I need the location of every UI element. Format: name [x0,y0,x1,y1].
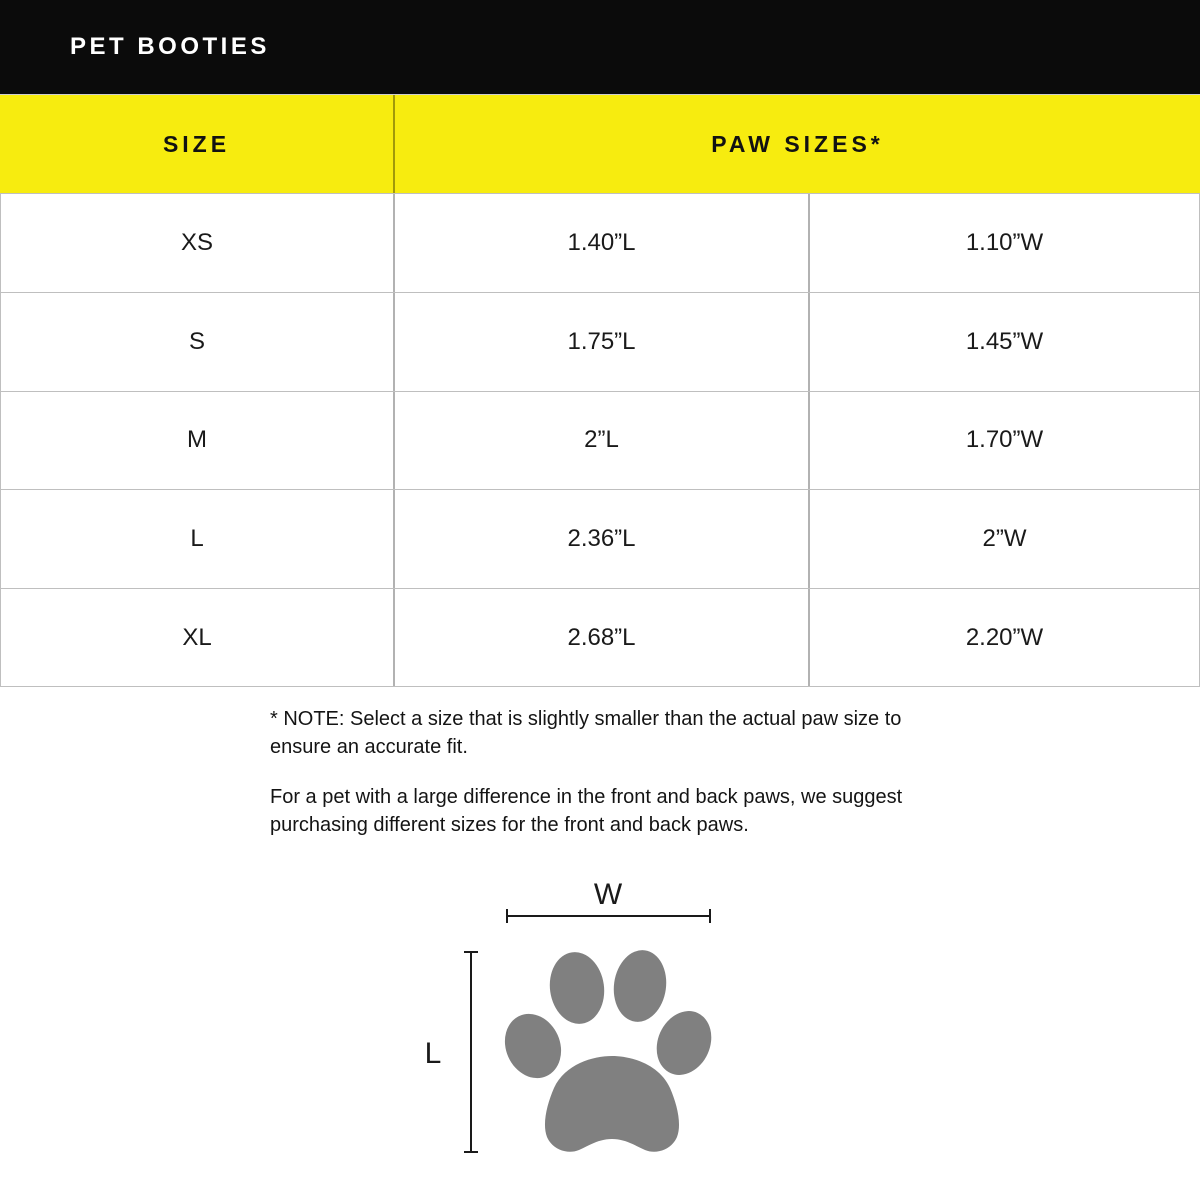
paw-print-icon [495,947,721,1152]
note-fit: * NOTE: Select a size that is slightly smaller than the actual paw size to ensure an accurate fit. [270,708,902,758]
paw-width-cell: 1.10”W [808,194,1199,292]
paw-length-cell: 2”L [393,392,808,490]
brand-header [0,0,1200,94]
paw-sizes-column-header: PAW SIZES* [393,95,1200,193]
table-row-xs [1,193,1199,292]
size-cell: XL [182,623,212,651]
chart-title: PET BOOTIES [70,33,270,60]
width-measure-label: W [593,878,623,911]
size-cell: L [190,525,204,553]
length-measure-label: L [424,1037,442,1070]
size-column-header: SIZE [162,130,231,157]
notes-section [270,705,926,839]
length-measure-line [464,952,478,1152]
paw-width-cell: 2”W [808,490,1199,588]
paw-width-cell: 2.20”W [808,589,1199,686]
paw-length-cell: 2.68”L [393,589,808,686]
note-front-back-difference: For a pet with a large difference in the front and back paws, we suggest purchasing different sizes for the front and back paws. [270,786,903,836]
paw-measurement-diagram [400,850,780,1200]
width-measure-line [507,909,710,923]
table-row-l [1,489,1199,588]
paw-length-cell: 1.75”L [393,293,808,391]
paw-length-cell: 2.36”L [393,490,808,588]
paw-length-cell: 1.40”L [393,194,808,292]
paw-width-cell: 1.45”W [808,293,1199,391]
table-header-row [0,94,1200,193]
paw-width-cell: 1.70”W [808,392,1199,490]
size-cell: M [187,426,207,454]
table-row-xl [1,588,1199,687]
table-row-s [1,292,1199,391]
size-cell: S [188,327,205,355]
size-cell: XS [180,228,213,256]
size-table-body [0,193,1200,687]
table-row-m [1,391,1199,490]
